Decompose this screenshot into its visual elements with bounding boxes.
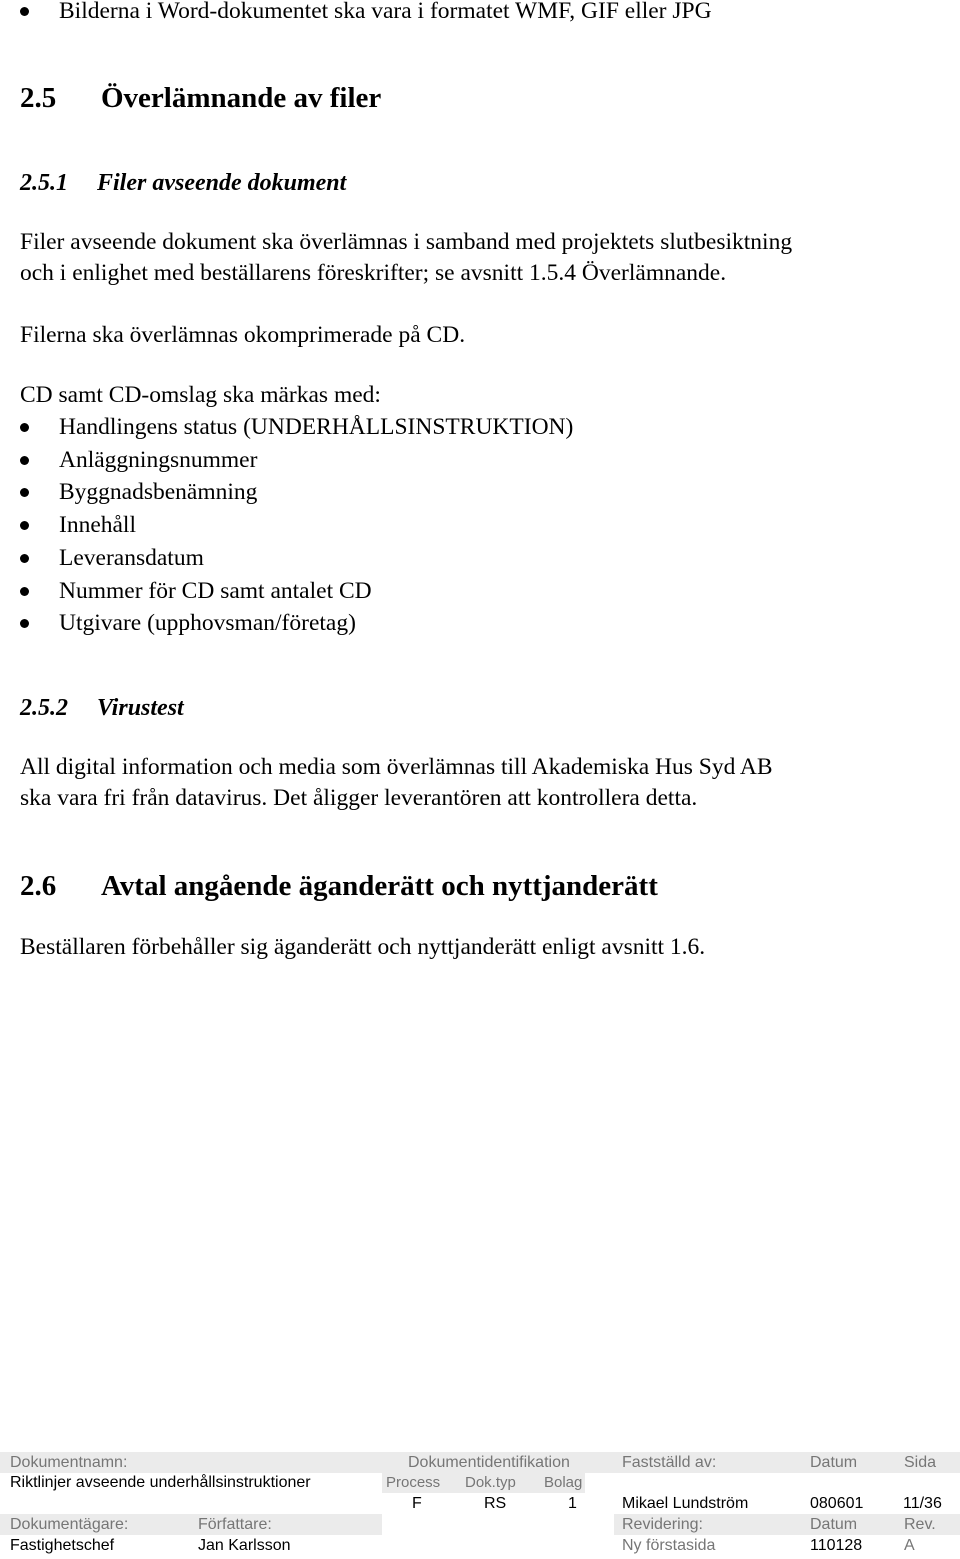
paragraph-line: Filer avseende dokument ska överlämnas i samband med projektets slutbesiktning — [20, 229, 793, 255]
bullet-icon — [20, 521, 29, 530]
heading-title: Avtal angående äganderätt och nyttjanderätt — [101, 870, 658, 902]
faststalld-value: Mikael Lundström — [622, 1495, 749, 1512]
bullet-icon — [20, 488, 29, 497]
list-intro: CD samt CD-omslag ska märkas med: — [20, 382, 381, 408]
heading-number: 2.6 — [20, 870, 57, 902]
bullet-icon — [20, 423, 29, 432]
rev-label: Rev. — [904, 1516, 936, 1533]
list-item-label: Innehåll — [59, 512, 136, 539]
document-footer — [0, 1452, 960, 1559]
heading-title: Virustest — [97, 695, 184, 721]
list-item-label: Nummer för CD samt antalet CD — [59, 577, 372, 604]
bullet-icon — [20, 619, 29, 628]
list-item — [0, 608, 900, 640]
revidering-label: Revidering: — [622, 1516, 703, 1533]
process-label: Process — [386, 1474, 441, 1491]
paragraph — [20, 227, 792, 289]
list-item-label: Leveransdatum — [59, 544, 204, 571]
heading-number: 2.5 — [20, 82, 57, 114]
list-item — [0, 0, 900, 28]
list-item — [0, 445, 900, 477]
list-item — [0, 576, 900, 608]
paragraph-line: och i enlighet med beställarens föreskrifter; se avsnitt 1.5.4 Överlämnande. — [20, 260, 727, 286]
sida-value: 11/36 — [903, 1495, 942, 1512]
faststalld-label: Fastställd av: — [622, 1454, 717, 1471]
agare-value: Fastighetschef — [10, 1537, 115, 1554]
paragraph: Beställaren förbehåller sig äganderätt och nyttjanderätt enligt avsnitt 1.6. — [20, 934, 706, 960]
bullet-icon — [20, 456, 29, 465]
doc-id-label: Dokumentidentifikation — [408, 1454, 570, 1471]
datum2-value: 110128 — [810, 1537, 863, 1554]
heading-title: Filer avseende dokument — [97, 170, 347, 196]
section-heading-2-5-2 — [20, 695, 184, 722]
datum-value: 080601 — [810, 1495, 864, 1512]
bullet-icon — [20, 554, 29, 563]
list-item-label: Bilderna i Word-dokumentet ska vara i formatet WMF, GIF eller JPG — [59, 0, 712, 24]
paragraph-line: ska vara fri från datavirus. Det åligger leverantören att kontrollera detta. — [20, 785, 698, 811]
list-item — [0, 477, 900, 509]
sida-label: Sida — [904, 1454, 937, 1471]
rev-value: A — [904, 1537, 915, 1554]
list-item-label: Anläggningsnummer — [59, 446, 258, 473]
list-item-label: Byggnadsbenämning — [59, 479, 258, 506]
section-heading-2-5 — [20, 82, 382, 115]
list-item — [0, 543, 900, 575]
datum2-label: Datum — [810, 1516, 858, 1533]
paragraph-line: All digital information och media som överlämnas till Akademiska Hus Syd AB — [20, 754, 773, 780]
section-heading-2-6 — [20, 870, 658, 903]
datum-label: Datum — [810, 1454, 858, 1471]
doc-name: Riktlinjer avseende underhållsinstruktioner — [10, 1474, 311, 1491]
bolag-label: Bolag — [544, 1474, 583, 1491]
doktyp-value: RS — [484, 1495, 507, 1512]
doktyp-label: Dok.typ — [465, 1474, 516, 1491]
paragraph: Filerna ska överlämnas okomprimerade på CD. — [20, 322, 466, 348]
list-item-label: Handlingens status (UNDERHÅLLSINSTRUKTION) — [59, 414, 574, 440]
paragraph — [20, 752, 773, 814]
doc-name-label: Dokumentnamn: — [10, 1454, 128, 1471]
heading-number: 2.5.1 — [20, 170, 68, 196]
bullet-icon — [20, 7, 29, 16]
revidering-value: Ny förstasida — [622, 1537, 716, 1554]
forfattare-label: Författare: — [198, 1516, 272, 1533]
list-item — [0, 510, 900, 542]
bullet-icon — [20, 587, 29, 596]
list-item-label: Utgivare (upphovsman/företag) — [59, 610, 356, 637]
section-heading-2-5-1 — [20, 170, 347, 197]
heading-number: 2.5.2 — [20, 695, 68, 721]
forfattare-value: Jan Karlsson — [198, 1537, 291, 1554]
list-item — [0, 412, 900, 444]
bolag-value: 1 — [568, 1495, 577, 1512]
agare-label: Dokumentägare: — [10, 1516, 129, 1533]
process-value: F — [412, 1495, 422, 1512]
heading-title: Överlämnande av filer — [101, 82, 382, 114]
